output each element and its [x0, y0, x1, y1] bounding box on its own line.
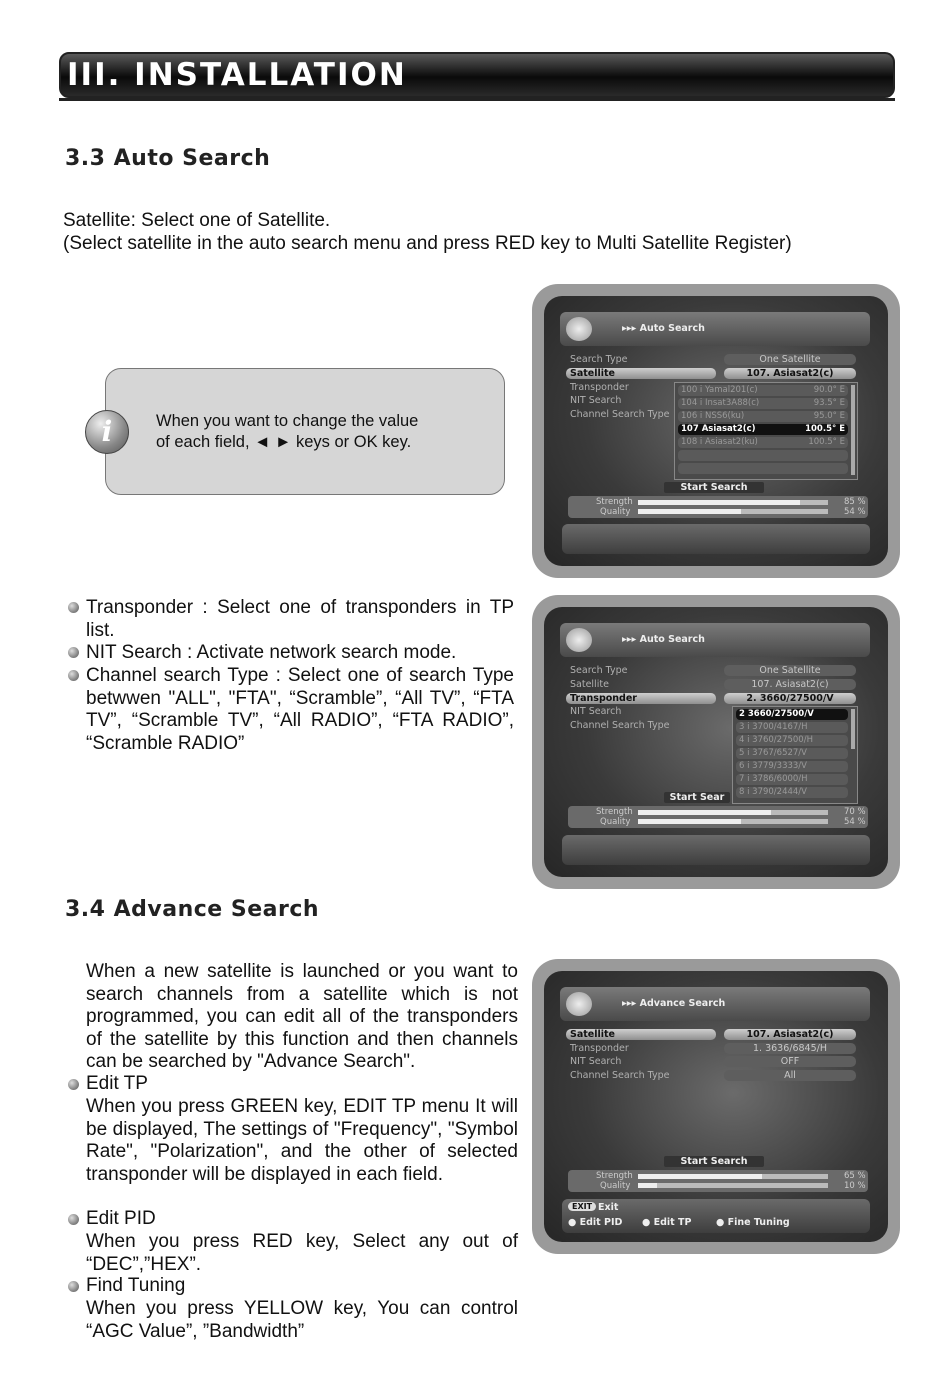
- strength-bar: [638, 810, 828, 815]
- list-item[interactable]: 107 Asiasat2(c) 100.5° E: [678, 424, 848, 435]
- nit-search-value[interactable]: OFF: [724, 1056, 856, 1067]
- menu-satellite[interactable]: Satellite: [566, 368, 716, 379]
- list-item[interactable]: [678, 463, 848, 474]
- satellite-value[interactable]: 107. Asiasat2(c): [724, 679, 856, 690]
- advance-intro: When a new satellite is launched or you want to search channels from a satellite which is not programmed, you can edit all of the transponders of the satellite by this function and then channels can be searched by "Advance Search".: [86, 961, 518, 1072]
- advance-search-heading: 3.4 Advance Search: [65, 897, 320, 922]
- strength-fill: [638, 1174, 762, 1179]
- bullet-icon: [68, 1079, 79, 1090]
- strength-label: Strength: [596, 807, 633, 817]
- bullet-channel-search-type: Channel search Type : Select one of search Type betwwen "ALL", "FTA", “Scramble”, “All TV”, “FTA TV”, “Scramble TV”, “All RADIO”, “FTA RADIO”, “Scramble RADIO”: [86, 665, 514, 754]
- list-item[interactable]: 7 i 3786/6000/H: [736, 774, 848, 785]
- strength-value: 85 %: [844, 497, 866, 507]
- info-bar: [562, 524, 870, 554]
- scrollbar[interactable]: [851, 385, 855, 475]
- list-item[interactable]: 104 i Insat3A88(c) 93.5° E: [678, 398, 848, 409]
- transponder-screen: [532, 595, 900, 889]
- edit-pid-body: When you press RED key, Select any out of “DEC”,”HEX”.: [86, 1231, 518, 1275]
- menu-satellite[interactable]: Satellite: [566, 1029, 716, 1040]
- strength-label: Strength: [596, 497, 633, 507]
- menu-search-type[interactable]: Search Type: [570, 665, 628, 676]
- strength-fill: [638, 810, 771, 815]
- quality-bar: [638, 1183, 828, 1188]
- search-type-value[interactable]: One Satellite: [724, 665, 856, 676]
- info-bar: [562, 835, 870, 865]
- section-title: III. INSTALLATION: [67, 57, 407, 93]
- menu-channel-search-type[interactable]: Channel Search Type: [570, 720, 670, 731]
- quality-label: Quality: [600, 817, 631, 827]
- menu-channel-search-type[interactable]: Channel Search Type: [570, 1070, 670, 1081]
- bullet-transponder: Transponder : Select one of transponders in TP list.: [86, 597, 514, 641]
- edit-tp-hint[interactable]: ● Edit TP: [642, 1217, 692, 1228]
- list-item[interactable]: 8 i 3790/2444/V: [736, 787, 848, 798]
- screen-title: ▸▸▸ Auto Search: [622, 634, 705, 645]
- list-item[interactable]: 106 i NSS6(ku) 95.0° E: [678, 411, 848, 422]
- bullet-nit-search: NIT Search : Activate network search mode.: [86, 642, 457, 663]
- tip-line1: When you want to change the value: [156, 412, 419, 430]
- start-search-button[interactable]: Start Sear: [664, 792, 730, 803]
- menu-channel-search-type[interactable]: Channel Search Type: [570, 409, 670, 420]
- auto-search-line2: (Select satellite in the auto search menu and press RED key to Multi Satellite Register): [63, 233, 792, 254]
- satellite-value[interactable]: 107. Asiasat2(c): [724, 368, 856, 379]
- tip-box: [105, 368, 505, 495]
- find-tuning-title: Find Tuning: [86, 1275, 186, 1296]
- menu-transponder[interactable]: Transponder: [570, 382, 629, 393]
- logo-icon: [566, 628, 592, 652]
- transponder-value[interactable]: 2. 3660/27500/V: [724, 693, 856, 704]
- quality-value: 54 %: [844, 507, 866, 517]
- quality-label: Quality: [600, 1181, 631, 1191]
- quality-value: 10 %: [844, 1181, 866, 1191]
- channel-search-type-value[interactable]: All: [724, 1070, 856, 1081]
- satellite-value[interactable]: 107. Asiasat2(c): [724, 1029, 856, 1040]
- header-underline: [59, 98, 895, 101]
- strength-label: Strength: [596, 1171, 633, 1181]
- satellite-list: [674, 382, 858, 480]
- list-item[interactable]: [678, 450, 848, 461]
- start-search-button[interactable]: Start Search: [664, 482, 764, 493]
- start-search-button[interactable]: Start Search: [664, 1156, 764, 1167]
- quality-fill: [638, 1183, 657, 1188]
- transponder-list: [732, 706, 858, 804]
- strength-value: 65 %: [844, 1171, 866, 1181]
- strength-value: 70 %: [844, 807, 866, 817]
- bullet-icon: [68, 647, 79, 658]
- menu-nit-search[interactable]: NIT Search: [570, 1056, 622, 1067]
- section-header: [59, 52, 895, 98]
- list-item[interactable]: 6 i 3779/3333/V: [736, 761, 848, 772]
- menu-search-type[interactable]: Search Type: [570, 354, 628, 365]
- list-item[interactable]: 108 i Asiasat2(ku) 100.5° E: [678, 437, 848, 448]
- info-icon: i: [85, 410, 129, 454]
- logo-icon: [566, 317, 592, 341]
- screen-title-bar: [560, 312, 870, 346]
- auto-search-screen: [532, 284, 900, 578]
- quality-value: 54 %: [844, 817, 866, 827]
- screen-title-bar: [560, 987, 870, 1021]
- list-item[interactable]: 4 i 3760/27500/H: [736, 735, 848, 746]
- exit-key-icon: EXIT: [568, 1202, 596, 1211]
- screen-title: ▸▸▸ Auto Search: [622, 323, 705, 334]
- quality-fill: [638, 509, 741, 514]
- quality-bar: [638, 509, 828, 514]
- bullet-icon: [68, 670, 79, 681]
- edit-tp-body: When you press GREEN key, EDIT TP menu It will be displayed, The settings of "Frequency", "Symbol Rate", "Polarization", and the other of selected transponder will be displayed in each field.: [86, 1096, 518, 1185]
- bullet-icon: [68, 1214, 79, 1225]
- menu-nit-search[interactable]: NIT Search: [570, 395, 622, 406]
- screen-title: ▸▸▸ Advance Search: [622, 998, 726, 1009]
- menu-nit-search[interactable]: NIT Search: [570, 706, 622, 717]
- auto-search-line1: Satellite: Select one of Satellite.: [63, 210, 331, 231]
- quality-label: Quality: [600, 507, 631, 517]
- scrollbar[interactable]: [851, 709, 855, 749]
- search-type-value[interactable]: One Satellite: [724, 354, 856, 365]
- edit-tp-title: Edit TP: [86, 1073, 148, 1094]
- strength-bar: [638, 1174, 828, 1179]
- menu-transponder[interactable]: Transponder: [570, 1043, 629, 1054]
- bullet-icon: [68, 1281, 79, 1292]
- menu-satellite[interactable]: Satellite: [570, 679, 609, 690]
- strength-bar: [638, 500, 828, 505]
- tip-line2: of each field, ◄ ► keys or OK key.: [156, 433, 412, 451]
- quality-fill: [638, 819, 741, 824]
- advance-search-screen: [532, 959, 900, 1254]
- transponder-value[interactable]: 1. 3636/6845/H: [724, 1043, 856, 1054]
- screen-title-bar: [560, 623, 870, 657]
- fine-tuning-hint[interactable]: ● Fine Tuning: [716, 1217, 790, 1228]
- key-help-bar: [562, 1199, 870, 1233]
- signal-meter: [568, 496, 868, 518]
- find-tuning-body: When you press YELLOW key, You can control “AGC Value”, ”Bandwidth”: [86, 1298, 518, 1342]
- auto-search-heading: 3.3 Auto Search: [65, 146, 271, 171]
- logo-icon: [566, 992, 592, 1016]
- exit-label[interactable]: Exit: [598, 1202, 619, 1213]
- signal-meter: [568, 806, 868, 828]
- signal-meter: [568, 1170, 868, 1192]
- strength-fill: [638, 500, 800, 505]
- edit-pid-hint[interactable]: ● Edit PID: [568, 1217, 623, 1228]
- list-item[interactable]: 2 3660/27500/V: [736, 709, 848, 720]
- edit-pid-title: Edit PID: [86, 1208, 156, 1229]
- list-item[interactable]: 3 i 3700/4167/H: [736, 722, 848, 733]
- list-item[interactable]: 100 i Yamal201(c) 90.0° E: [678, 385, 848, 396]
- menu-transponder[interactable]: Transponder: [566, 693, 716, 704]
- list-item[interactable]: 5 i 3767/6527/V: [736, 748, 848, 759]
- bullet-icon: [68, 602, 79, 613]
- quality-bar: [638, 819, 828, 824]
